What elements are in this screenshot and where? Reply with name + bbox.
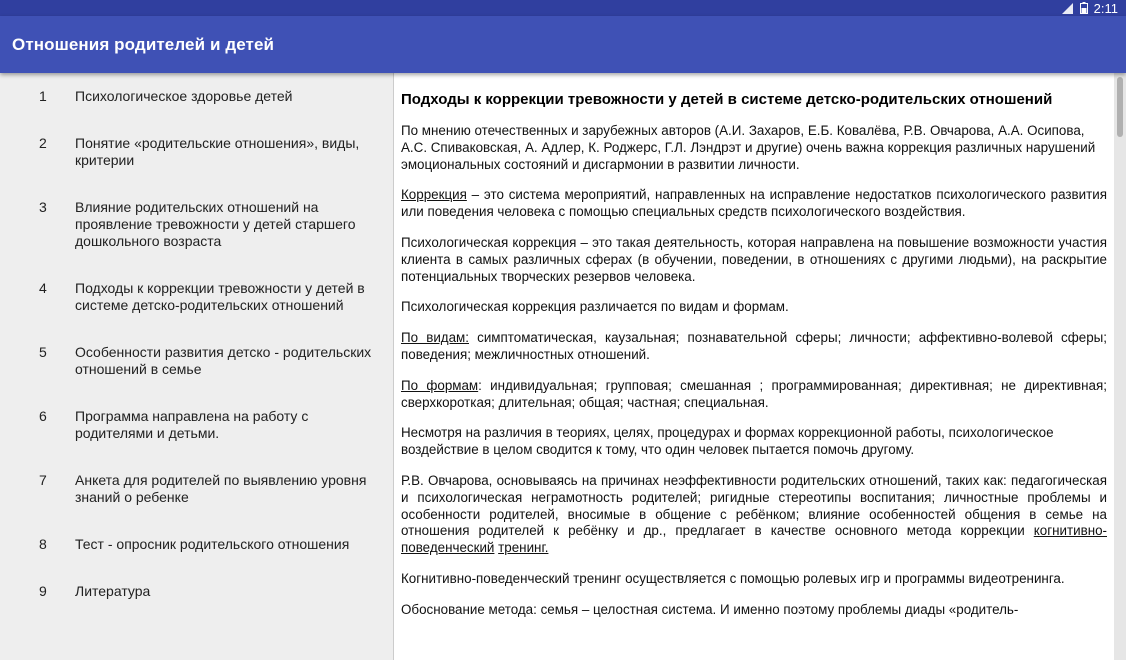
toc-item-label: Психологическое здоровье детей [75, 88, 293, 104]
paragraph-text: симптоматическая, каузальная; познавательной сферы; личности; аффективно-волевой сферы; поведения; межличностных отношений. [401, 330, 1108, 362]
toc-item-2[interactable] [0, 135, 393, 169]
article-paragraph [401, 187, 1107, 221]
article-title: Подходы к коррекции тревожности у детей в системе детско-родительских отношений [401, 91, 1053, 108]
term-link[interactable]: По формам [401, 377, 479, 393]
toc-item-label: Понятие «родительские отношения», виды, критерии [75, 135, 360, 168]
article-paragraph: Обоснование метода: семья – целостная система. И именно поэтому проблемы диады «родитель- [401, 601, 1019, 617]
article-paragraph: Психологическая коррекция различается по видам и формам. [401, 299, 789, 315]
toc-item-number: 6 [39, 408, 47, 424]
toc-item-5[interactable] [0, 344, 393, 378]
article-paragraph [401, 378, 1107, 412]
term-link[interactable]: Коррекция [401, 187, 467, 203]
app-title: Отношения родителей и детей [12, 34, 275, 54]
toc-item-number: 2 [39, 135, 47, 151]
toc-item-7[interactable] [0, 472, 393, 506]
toc-item-label: Подходы к коррекции тревожности у детей в системе детско-родительских отношений [75, 280, 365, 313]
toc-item-label: Влияние родительских отношений на проявление тревожности у детей старшего дошкольного возраста [75, 199, 356, 249]
term-link[interactable]: По видам: [401, 330, 469, 346]
article-paragraph: Психологическая коррекция – это такая деятельность, которая направлена на повышение возможности участия клиента в самых различных сферах (в обучении, поведении, в отношениях с другими людьми), на раскрытие потенциальных творческих резервов человека. [401, 234, 1107, 284]
toc-item-9[interactable] [0, 583, 393, 600]
article-paragraph [401, 330, 1107, 364]
toc-item-label: Программа направлена на работу с родителями и детьми. [75, 408, 309, 441]
term-link[interactable]: когнитивно-поведенческий [401, 523, 1107, 556]
signal-icon [1062, 3, 1074, 14]
toc-item-8[interactable] [0, 536, 393, 553]
toc-item-number: 7 [39, 472, 47, 488]
toc-item-number: 4 [39, 280, 47, 296]
toc-item-number: 1 [39, 88, 47, 104]
article-paragraph: Несмотря на различия в теориях, целях, процедурах и формах коррекционной работы, психологическое воздействие в целом сводится к тому, что один человек пытается помочь другому. [401, 425, 1054, 458]
toc-item-3[interactable] [0, 199, 393, 250]
content-scrollbar[interactable] [1114, 73, 1126, 660]
toc-item-4[interactable] [0, 280, 393, 314]
toc-item-label: Литература [75, 583, 151, 599]
status-time: 2:11 [1093, 0, 1118, 16]
table-of-contents [0, 73, 393, 660]
article-view[interactable] [393, 73, 1114, 660]
article-paragraph: Когнитивно-поведенческий тренинг осуществляется с помощью ролевых игр и программы видеотренинга. [401, 570, 1065, 586]
article-paragraph: По мнению отечественных и зарубежных авторов (А.И. Захаров, Е.Б. Ковалёва, Р.В. Овчарова, А.А. Осипова, А.С. Спиваковская, А. Адлер, К. Роджерс, Г.Л. Лэндрэт и другие) очень важна коррекция различных нарушений эмоциональных состояний и дисгармонии в развитии личности. [401, 123, 1096, 172]
toc-item-label: Анкета для родителей по выявлению уровня знаний о ребенке [75, 472, 367, 505]
toc-item-label: Особенности развития детско - родительских отношений в семье [75, 344, 372, 377]
article-paragraph [401, 473, 1107, 557]
toc-item-label: Тест - опросник родительского отношения [75, 536, 350, 552]
paragraph-text: : индивидуальная; групповая; смешанная ; программированная; директивная; не директивная; сверхкороткая; длительная; общая; частная; специальная. [401, 377, 1107, 410]
scroll-thumb[interactable] [1117, 77, 1123, 137]
paragraph-text: – это система мероприятий, направленных на исправление недостатков психологического развития или поведения человека с помощью специальных средств психологического воздействия. [401, 187, 1107, 220]
app-bar [0, 16, 1126, 73]
battery-icon [1080, 2, 1088, 14]
toc-item-number: 8 [39, 536, 47, 552]
term-link[interactable]: тренинг. [498, 540, 549, 556]
toc-item-1[interactable] [0, 88, 393, 105]
toc-item-number: 5 [39, 344, 47, 360]
toc-item-number: 3 [39, 199, 47, 215]
toc-item-number: 9 [39, 583, 47, 599]
status-bar [0, 0, 1126, 16]
paragraph-text: Р.В. Овчарова, основываясь на причинах неэффективности родительских отношений, таких как: педагогическая и психологическая неграмотность родителей; ригидные стереотипы воспитания; личностные проблемы и особенности родителей, вносимые в общение с ребёнком; влияние особенностей общения в семье на отношения родителей к ребёнку и др., предлагает в качестве основного метода коррекции [401, 472, 1107, 539]
toc-item-6[interactable] [0, 408, 393, 442]
